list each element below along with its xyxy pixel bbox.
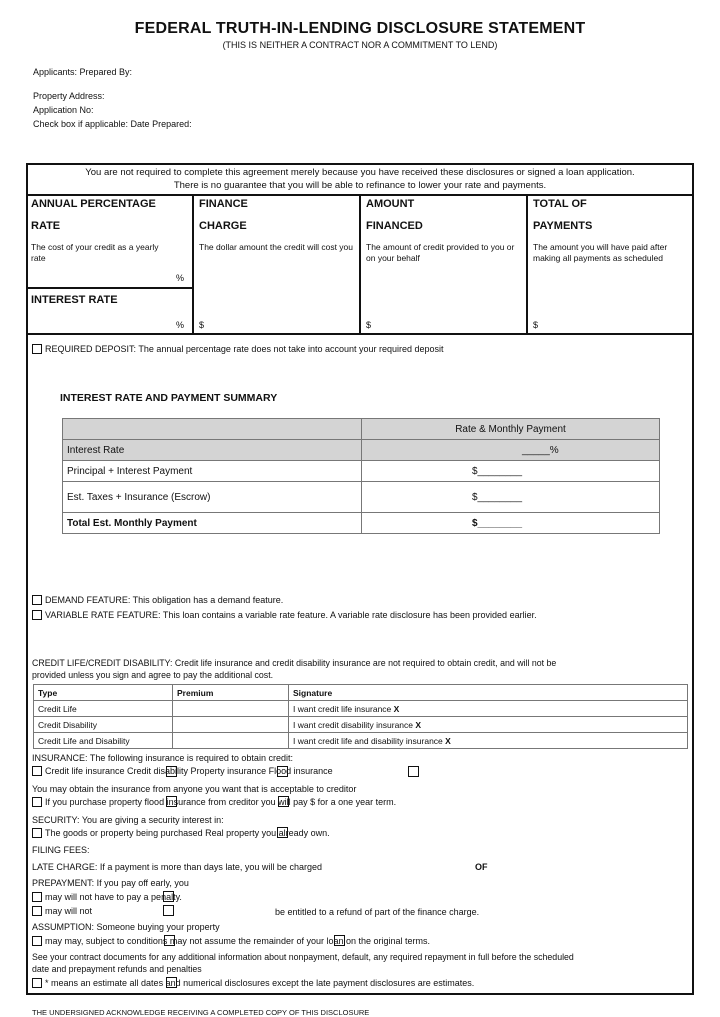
obtain-insurance-text: You may obtain the insurance from anyone you want that is acceptable to creditor xyxy=(32,784,357,794)
purchase-insurance-row xyxy=(32,797,396,807)
assumption-may-not-checkbox[interactable] xyxy=(334,935,345,946)
refund-will-not-checkbox[interactable] xyxy=(163,905,174,916)
page-subtitle: (THIS IS NEITHER A CONTRACT NOR A COMMITMENT TO LEND) xyxy=(222,40,498,50)
all-dates-checkbox[interactable] xyxy=(166,977,177,988)
prepay-refund-label: may will not xyxy=(45,906,93,916)
premium-field[interactable] xyxy=(173,701,289,717)
assumption-row xyxy=(32,936,430,946)
flood-purchase-checkbox[interactable] xyxy=(278,796,289,807)
assumption-text: ASSUMPTION: Someone buying your property xyxy=(32,922,220,932)
total-description: The amount you will have paid after making all payments as scheduled xyxy=(533,242,668,263)
required-deposit-checkbox[interactable] xyxy=(32,344,42,354)
credit-life-checkbox[interactable] xyxy=(32,766,42,776)
table-row xyxy=(34,733,688,749)
prepay-may-checkbox[interactable] xyxy=(32,892,42,902)
security-goods-label: The goods or property being purchased Real property you already own. xyxy=(45,828,330,838)
notice-line-1: You are not required to complete this agreement merely because you have received these disclosures or signed a loan application. xyxy=(85,167,635,178)
credit-disability-checkbox[interactable] xyxy=(166,766,177,777)
notice-text xyxy=(28,166,692,192)
amount-heading-1: AMOUNT xyxy=(366,198,415,210)
summary-row-label: Interest Rate xyxy=(63,440,362,461)
variable-rate-label: VARIABLE RATE FEATURE: This loan contains a variable rate feature. A variable rate disclosure has been provided earlier. xyxy=(45,610,537,620)
date-prepared-field[interactable]: Check box if applicable: Date Prepared: xyxy=(33,119,192,129)
signature-field[interactable] xyxy=(289,733,688,749)
estimate-checkbox[interactable] xyxy=(32,978,42,988)
assumption-label: may may, subject to conditions may not assume the remainder of your loan on the original terms. xyxy=(45,936,431,946)
required-deposit-label: REQUIRED DEPOSIT: The annual percentage rate does not take into account your required deposit xyxy=(45,344,444,354)
insurance-type: Credit Disability xyxy=(34,717,173,733)
demand-feature-label: DEMAND FEATURE: This obligation has a demand feature. xyxy=(45,595,284,605)
signature-mark: X xyxy=(445,735,451,746)
demand-feature-checkbox[interactable] xyxy=(32,595,42,605)
property-address-field[interactable]: Property Address: xyxy=(33,91,105,101)
signature-text: I want credit disability insurance xyxy=(293,719,414,730)
table-row xyxy=(63,482,660,513)
signature-text: I want credit life insurance xyxy=(293,703,392,714)
summary-row-label: Est. Taxes + Insurance (Escrow) xyxy=(63,482,362,513)
page-title: FEDERAL TRUTH-IN-LENDING DISCLOSURE STATEMENT xyxy=(134,20,586,37)
total-value-field[interactable]: $ xyxy=(533,320,539,330)
table-row xyxy=(34,701,688,717)
total-heading-1: TOTAL OF xyxy=(533,198,587,210)
summary-row-label: Principal + Interest Payment xyxy=(63,461,362,482)
variable-rate-checkbox[interactable] xyxy=(32,610,42,620)
goods-property-checkbox[interactable] xyxy=(32,828,42,838)
finance-description: The dollar amount the credit will cost you xyxy=(199,242,354,252)
finance-value-field[interactable]: $ xyxy=(199,320,205,330)
late-charge-text: LATE CHARGE: If a payment is more than days late, you will be charged xyxy=(32,862,322,872)
box-divider-2 xyxy=(359,194,361,335)
purchase-insurance-checkbox[interactable] xyxy=(32,797,42,807)
insurance-required-text: INSURANCE: The following insurance is required to obtain credit: xyxy=(32,753,293,763)
payment-summary-table xyxy=(62,418,660,534)
variable-rate-row xyxy=(32,610,537,620)
acknowledgement-footer: THE UNDERSIGNED ACKNOWLEDGE RECEIVING A COMPLETED COPY OF THIS DISCLOSURE xyxy=(32,1008,370,1017)
late-charge-of: OF xyxy=(475,862,488,872)
finance-heading-1: FINANCE xyxy=(199,198,248,210)
flood-insurance-checkbox[interactable] xyxy=(408,766,419,777)
box-divider-1 xyxy=(192,194,194,335)
insurance-type: Credit Life xyxy=(34,701,173,717)
refund-text: be entitled to a refund of part of the finance charge. xyxy=(275,907,480,917)
signature-field[interactable] xyxy=(289,701,688,717)
applicants-field[interactable]: Applicants: Prepared By: xyxy=(33,67,133,77)
estimate-label: * means an estimate all dates and numerical disclosures except the late payment disclosures are estimates. xyxy=(45,978,475,988)
prepay-will-not-checkbox[interactable] xyxy=(163,891,174,902)
prepay-penalty-row xyxy=(32,892,182,902)
summary-header-row xyxy=(63,419,660,440)
contract-docs-text-2: date and prepayment refunds and penalties xyxy=(32,964,202,974)
summary-title: INTEREST RATE AND PAYMENT SUMMARY xyxy=(60,392,278,404)
signature-mark: X xyxy=(415,719,422,730)
principal-interest-input[interactable]: $________ xyxy=(362,461,660,482)
security-text: SECURITY: You are giving a security interest in: xyxy=(32,815,224,825)
demand-feature-row xyxy=(32,595,283,605)
assumption-may-checkbox[interactable] xyxy=(32,936,42,946)
apr-heading-1: ANNUAL PERCENTAGE xyxy=(31,198,156,210)
table-row xyxy=(63,440,660,461)
interest-rate-input[interactable]: _____% xyxy=(362,440,660,461)
interest-box-rule xyxy=(26,287,194,289)
purchase-insurance-label: If you purchase property flood insurance from creditor you will pay $ for a one year term. xyxy=(45,797,397,807)
signature-mark: X xyxy=(393,703,400,714)
total-monthly-input[interactable]: $________ xyxy=(362,513,660,534)
credit-insurance-table xyxy=(33,684,688,749)
required-deposit-row xyxy=(32,344,444,354)
column-header-type: Type xyxy=(34,685,173,701)
premium-field[interactable] xyxy=(173,733,289,749)
prepayment-text: PREPAYMENT: If you pay off early, you xyxy=(32,878,189,888)
credit-life-text-2: provided unless you sign and agree to pay the additional cost. xyxy=(32,670,274,680)
table-row xyxy=(34,717,688,733)
refund-may-checkbox[interactable] xyxy=(32,906,42,916)
notice-line-2: There is no guarantee that you will be able to refinance to lower your rate and payments. xyxy=(173,180,547,191)
apr-description: The cost of your credit as a yearly rate xyxy=(31,242,159,263)
insurance-type: Credit Life and Disability xyxy=(34,733,173,749)
insurance-options-label: Credit life insurance Credit disability Property insurance Flood insurance xyxy=(45,766,333,776)
estimate-row xyxy=(32,978,474,988)
table-row xyxy=(63,461,660,482)
box-divider-3 xyxy=(526,194,528,335)
column-header-signature: Signature xyxy=(289,685,688,701)
apr-heading-2: RATE xyxy=(31,220,61,232)
apr-value-field[interactable]: % xyxy=(176,273,185,283)
total-heading-2: PAYMENTS xyxy=(533,220,593,232)
contract-docs-text-1: See your contract documents for any additional information about nonpayment, default, any required repayment in full before the scheduled xyxy=(32,952,574,962)
real-property-checkbox[interactable] xyxy=(277,827,288,838)
amount-description: The amount of credit provided to you or on your behalf xyxy=(366,242,515,263)
summary-header-blank xyxy=(63,419,362,440)
credit-life-text-1: CREDIT LIFE/CREDIT DISABILITY: Credit life insurance and credit disability insurance are not required to obtain credit, and will not be xyxy=(32,658,557,668)
signature-text: I want credit life and disability insurance xyxy=(293,735,443,746)
table-header-row xyxy=(34,685,688,701)
premium-field[interactable] xyxy=(173,717,289,733)
summary-row-label: Total Est. Monthly Payment xyxy=(63,513,362,534)
interest-rate-field[interactable]: % xyxy=(176,320,185,330)
property-insurance-checkbox[interactable] xyxy=(277,766,288,777)
signature-field[interactable] xyxy=(289,717,688,733)
prepay-penalty-label: may will not have to pay a penalty. xyxy=(45,892,182,902)
escrow-input[interactable]: $________ xyxy=(362,482,660,513)
assumption-conditions-checkbox[interactable] xyxy=(164,935,175,946)
finance-heading-2: CHARGE xyxy=(199,220,247,232)
table-row xyxy=(63,513,660,534)
prepay-refund-row xyxy=(32,906,92,916)
interest-rate-heading: INTEREST RATE xyxy=(31,294,118,306)
column-header-premium: Premium xyxy=(173,685,289,701)
amount-heading-2: FINANCED xyxy=(366,220,423,232)
summary-column-header: Rate & Monthly Payment xyxy=(362,419,660,440)
filing-fees-field[interactable]: FILING FEES: xyxy=(32,845,90,855)
property-purchase-checkbox[interactable] xyxy=(166,796,177,807)
amount-value-field[interactable]: $ xyxy=(366,320,372,330)
application-no-field[interactable]: Application No: xyxy=(33,105,94,115)
